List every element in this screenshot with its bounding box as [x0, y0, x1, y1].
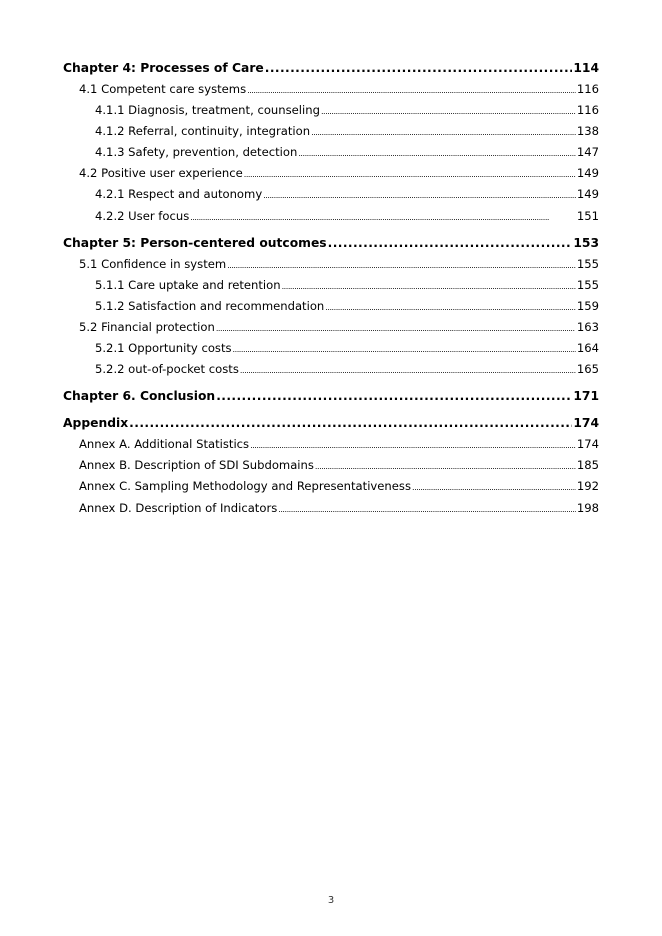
- dot-leader: [190, 206, 576, 228]
- dot-leader: [263, 184, 576, 206]
- toc-entry-title: 5.2.2 out-of-pocket costs: [95, 362, 239, 377]
- toc-entry-4-1-3[interactable]: [63, 142, 599, 163]
- toc-entry-title: 5.1.2 Satisfaction and recommendation: [95, 298, 325, 313]
- toc-entry-page: 114: [573, 61, 599, 75]
- toc-entry-page: 192: [576, 479, 599, 494]
- toc-entry-title: Annex B. Description of SDI Subdomains: [79, 458, 314, 473]
- toc-entry-page: 174: [573, 416, 599, 431]
- toc-entry-title: Annex C. Sampling Methodology and Representativeness: [79, 479, 411, 494]
- toc-entry-chapter-5[interactable]: [63, 233, 599, 254]
- dot-leader: [240, 359, 576, 381]
- dot-leader: [129, 413, 572, 434]
- toc-entry-title: Chapter 5: Person-centered outcomes: [63, 235, 327, 250]
- toc-entry-page: 116: [576, 103, 599, 118]
- toc-entry-annex-a[interactable]: [63, 434, 599, 455]
- toc-entry-page: 149: [576, 166, 599, 181]
- toc-entry-4-1-2[interactable]: [63, 121, 599, 142]
- toc-entry-appendix[interactable]: [63, 413, 599, 434]
- toc-entry-page: 155: [576, 277, 599, 292]
- toc-entry-page: 174: [576, 437, 599, 452]
- dot-leader: [216, 386, 572, 407]
- toc-entry-5-2[interactable]: [63, 317, 599, 338]
- toc-entry-title: 4.2.2 User focus: [95, 208, 190, 223]
- dot-leader: [311, 121, 576, 143]
- toc-entry-page: 171: [573, 389, 599, 404]
- dot-leader: [247, 79, 576, 101]
- toc-entry-5-1-2[interactable]: [63, 296, 599, 317]
- toc-entry-4-2-2[interactable]: [63, 206, 599, 227]
- dot-leader: [315, 455, 576, 477]
- toc-entry-title: Chapter 4: Processes of Care: [63, 61, 264, 75]
- dot-leader: [233, 338, 576, 360]
- toc-entry-page: 153: [573, 235, 599, 250]
- dot-leader: [298, 142, 576, 164]
- dot-leader: [321, 100, 576, 122]
- toc-entry-title: 4.2 Positive user experience: [79, 166, 243, 181]
- dot-leader: [328, 233, 573, 254]
- toc-entry-page: 138: [576, 124, 599, 139]
- toc-entry-title: 4.1.2 Referral, continuity, integration: [95, 124, 311, 139]
- toc-entry-page: 159: [576, 298, 599, 313]
- toc-entry-page: 155: [576, 256, 599, 271]
- toc-entry-page: 198: [576, 500, 599, 515]
- dot-leader: [227, 254, 576, 276]
- toc-entry-annex-b[interactable]: [63, 455, 599, 476]
- toc-entry-title: Annex D. Description of Indicators: [79, 500, 278, 515]
- dot-leader: [282, 275, 576, 297]
- toc-entry-title: 4.1 Competent care systems: [79, 82, 247, 96]
- dot-leader: [278, 498, 576, 520]
- toc-entry-chapter-4[interactable]: [63, 58, 599, 79]
- toc-entry-page: 151: [576, 208, 599, 223]
- toc-entry-4-1[interactable]: [63, 79, 599, 100]
- toc-entry-5-2-1[interactable]: [63, 338, 599, 359]
- page-number: 3: [327, 895, 335, 906]
- dot-leader: [412, 476, 576, 498]
- toc-entry-4-2-1[interactable]: [63, 184, 599, 205]
- toc-entry-5-2-2[interactable]: [63, 359, 599, 380]
- toc-entry-title: 5.1.1 Care uptake and retention: [95, 277, 281, 292]
- toc-entry-page: 147: [576, 145, 599, 160]
- dot-leader: [250, 434, 576, 456]
- toc-entry-page: 149: [576, 187, 599, 202]
- dot-leader: [216, 317, 576, 339]
- toc-entry-title: 4.2.1 Respect and autonomy: [95, 187, 263, 202]
- toc-entry-title: 5.2.1 Opportunity costs: [95, 341, 232, 356]
- toc-entry-title: Chapter 6. Conclusion: [63, 389, 216, 404]
- toc-entry-5-1-1[interactable]: [63, 275, 599, 296]
- toc-entry-annex-d[interactable]: [63, 498, 599, 519]
- toc-entry-chapter-6[interactable]: [63, 386, 599, 407]
- toc-entry-page: 165: [576, 362, 599, 377]
- toc-entry-title: 5.2 Financial protection: [79, 319, 215, 334]
- toc-entry-annex-c[interactable]: [63, 476, 599, 497]
- toc-entry-title: 4.1.3 Safety, prevention, detection: [95, 145, 298, 160]
- toc-entry-title: 5.1 Confidence in system: [79, 256, 227, 271]
- toc-entry-title: Appendix: [63, 416, 129, 431]
- toc-entry-title: Annex A. Additional Statistics: [79, 437, 250, 452]
- toc-entry-4-1-1[interactable]: [63, 100, 599, 121]
- dot-leader: [325, 296, 576, 318]
- toc-entry-page: 163: [576, 319, 599, 334]
- toc-entry-page: 185: [576, 458, 599, 473]
- toc-entry-page: 116: [576, 82, 599, 96]
- toc-entry-page: 164: [576, 341, 599, 356]
- toc-entry-4-2[interactable]: [63, 163, 599, 184]
- dot-leader: [265, 58, 573, 79]
- dot-leader: [244, 163, 576, 185]
- toc-entry-title: 4.1.1 Diagnosis, treatment, counseling: [95, 103, 320, 118]
- table-of-contents: [63, 58, 599, 519]
- toc-entry-5-1[interactable]: [63, 254, 599, 275]
